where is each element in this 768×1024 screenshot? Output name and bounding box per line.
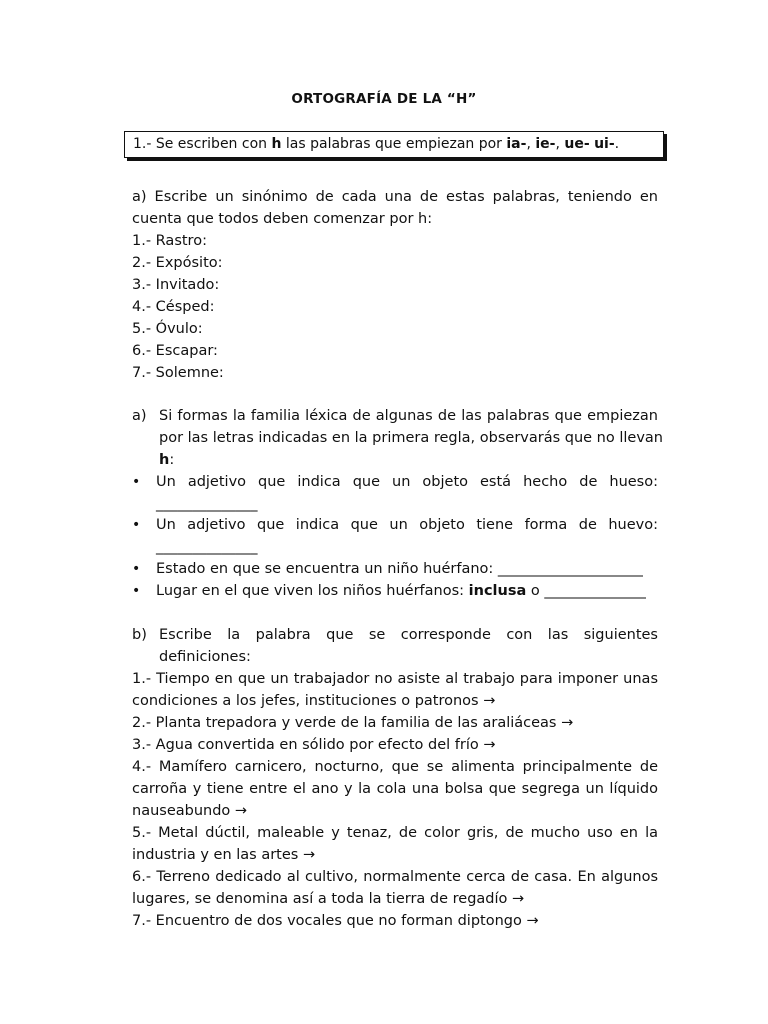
rule-mid: las palabras que empiezan por: [281, 136, 507, 152]
exercise-b-instruction-cont: definiciones:: [159, 649, 251, 665]
definition-4-end: nauseabundo →: [132, 803, 248, 819]
bullet-item-huerfano: Estado en que se encuentra un niño huérfano: ____________________: [156, 561, 643, 577]
exercise-a2-instruction-cont: por las letras indicadas en la primera regla, observarás que no llevan: [159, 430, 663, 446]
list-item: 3.- Invitado:: [132, 277, 220, 293]
exercise-a1-instruction-cont: cuenta que todos deben comenzar por h:: [132, 211, 433, 227]
bullet-icon: •: [132, 474, 141, 490]
list-item: 1.- Rastro:: [132, 233, 207, 249]
exercise-b-instruction: Escribe la palabra que se corresponde con las siguientes: [159, 627, 658, 643]
definition-6: 6.- Terreno dedicado al cultivo, normalmente cerca de casa. En algunos: [132, 869, 658, 885]
exercise-b-marker: b): [132, 627, 147, 643]
bullet-item-inclusa: [156, 582, 658, 600]
definition-7: 7.- Encuentro de dos vocales que no forman diptongo →: [132, 913, 539, 929]
list-item: 2.- Expósito:: [132, 255, 223, 271]
exercise-a2-instruction: Si formas la familia léxica de algunas de las palabras que empiezan: [159, 408, 658, 424]
rule-prefix-ue: ue-: [564, 136, 590, 152]
exercise-a2-instruction-end: [159, 451, 658, 469]
list-item: 7.- Solemne:: [132, 365, 224, 381]
bullet-icon: •: [132, 583, 141, 599]
answer-blank: ______________: [156, 496, 258, 512]
definition-4: 4.- Mamífero carnicero, nocturno, que se alimenta principalmente de: [132, 759, 658, 775]
bold-h: h: [159, 452, 170, 468]
bullet-text-end: o ______________: [526, 583, 646, 599]
rule-box: [124, 131, 664, 158]
exercise-a1-instruction: a) Escribe un sinónimo de cada una de estas palabras, teniendo en: [132, 189, 658, 205]
bullet-item-huevo: Un adjetivo que indica que un objeto tiene forma de huevo:: [156, 517, 658, 533]
definition-1-cont: condiciones a los jefes, instituciones o patronos →: [132, 693, 496, 709]
bullet-icon: •: [132, 561, 141, 577]
definition-4-cont: carroña y tiene entre el ano y la cola una bolsa que segrega un líquido: [132, 781, 658, 797]
exercise-a2-marker: a): [132, 408, 147, 424]
rule-h: h: [271, 136, 282, 152]
bullet-icon: •: [132, 517, 141, 533]
definition-1: 1.- Tiempo en que un trabajador no asiste al trabajo para imponer unas: [132, 671, 658, 687]
bullet-item-hueso: Un adjetivo que indica que un objeto está hecho de hueso:: [156, 474, 658, 490]
answer-blank: ______________: [156, 539, 258, 555]
definition-6-cont: lugares, se denomina así a toda la tierra de regadío →: [132, 891, 525, 907]
rule-end: .: [614, 136, 620, 152]
definition-5: 5.- Metal dúctil, maleable y tenaz, de color gris, de mucho uso en la: [132, 825, 658, 841]
rule-prefix: 1.- Se escriben con: [133, 136, 272, 152]
list-item: 6.- Escapar:: [132, 343, 218, 359]
colon: :: [169, 452, 175, 468]
rule-sep: ,: [526, 136, 536, 152]
rule-prefix-ia: ia-: [506, 136, 527, 152]
definition-5-cont: industria y en las artes →: [132, 847, 316, 863]
definition-3: 3.- Agua convertida en sólido por efecto del frío →: [132, 737, 496, 753]
rule-prefix-ui: ui-: [594, 136, 615, 152]
definition-2: 2.- Planta trepadora y verde de la familia de las araliáceas →: [132, 715, 574, 731]
list-item: 4.- Césped:: [132, 299, 215, 315]
page-title: ORTOGRAFÍA DE LA “H”: [291, 91, 477, 107]
bold-inclusa: inclusa: [468, 583, 527, 599]
bullet-text: Lugar en el que viven los niños huérfanos:: [156, 583, 469, 599]
list-item: 5.- Óvulo:: [132, 321, 203, 337]
rule-prefix-ie: ie-: [535, 136, 556, 152]
rule-sep: ,: [555, 136, 565, 152]
